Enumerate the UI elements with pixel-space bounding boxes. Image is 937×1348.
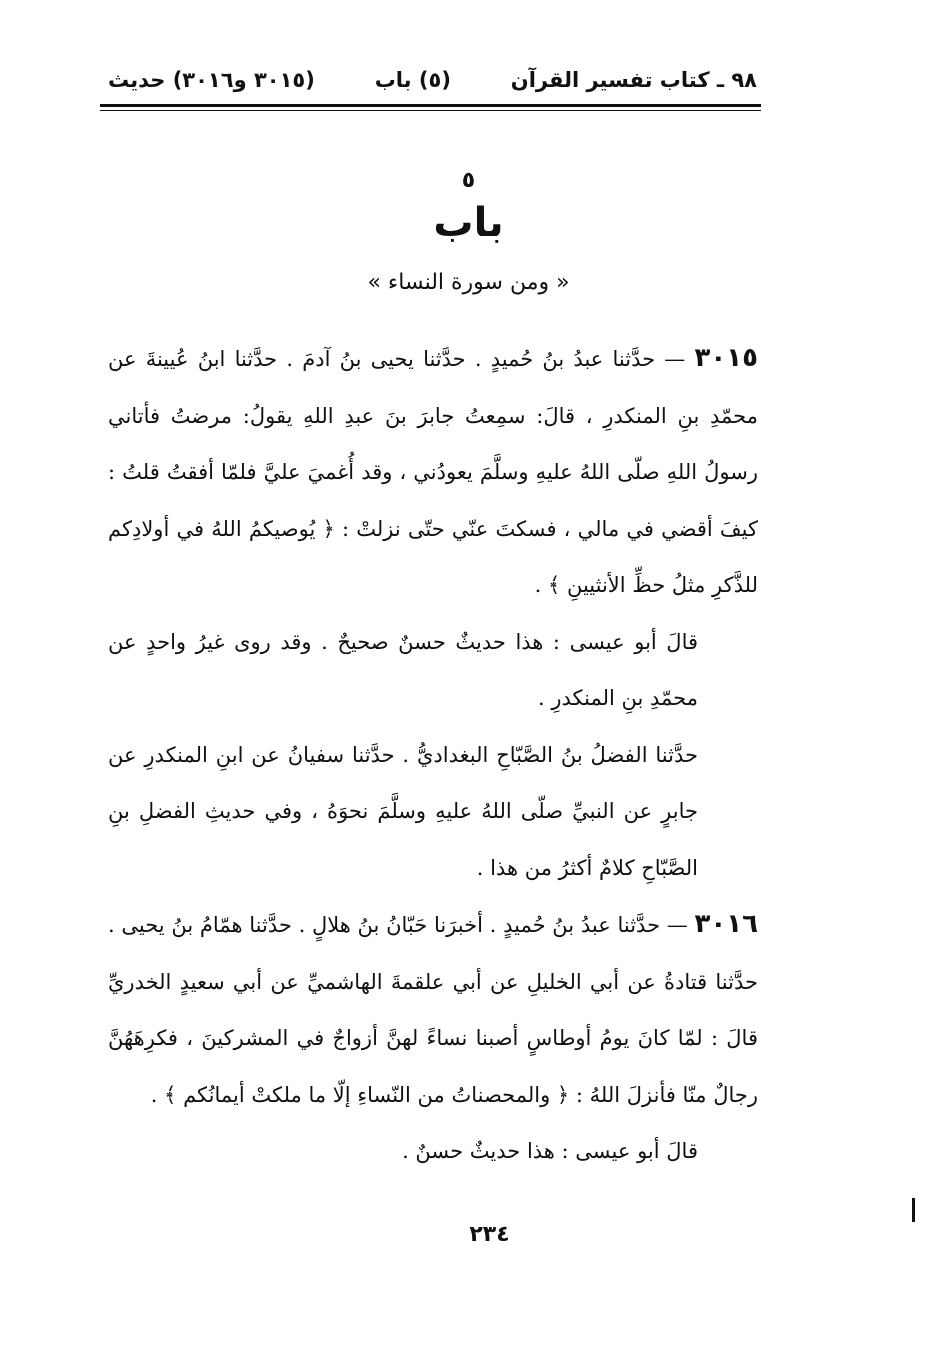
page-number: ٢٣٤ <box>469 1222 510 1247</box>
hadith-chain: حدَّثنا الفضلُ بنُ الصَّبّاحِ البغداديُّ . حدَّثنا سفيانُ عن ابنِ المنكدرِ عن جابرٍ عن النبيِّ صلّى اللهُ عليهِ وسلَّمَ نحوَهُ ، وفي حديثِ الفضلِ بنِ الصَّبّاحِ كلامٌ أكثرُ من هذا . <box>108 742 698 880</box>
running-header <box>108 60 757 100</box>
chapter-number: ٥ <box>461 168 476 193</box>
margin-mark <box>912 1198 915 1222</box>
hadith-paragraph <box>108 330 758 614</box>
chapter-subtitle: « ومن سورة النساء » <box>367 270 570 295</box>
header-chapter: (٥) باب <box>374 68 451 92</box>
document-body <box>108 330 758 1180</box>
hadith-text: — حدَّثنا عبدُ بنُ حُميدٍ . أخبرَنا حَبّانُ بنُ هلالٍ . حدَّثنا همّامُ بنُ يحيى . حدَّثنا قتادةُ عن أبي الخليلِ عن أبي علقمةَ الهاشميِّ عن أبي سعيدٍ الخدريِّ قالَ : لمّا كانَ يومُ أوطاسٍ أصبنا نساءً لهنَّ أزواجٌ في المشركينَ ، فكرِهَهُنَّ رجالٌ منّا فأنزلَ اللهُ : ﴿ والمحصناتُ من النّساءِ إلّا ما ملكتْ أيمانُكم ﴾ . <box>108 913 758 1107</box>
header-book-title: ٩٨ ـ كتاب تفسير القرآن <box>510 68 757 92</box>
hadith-comment: قالَ أبو عيسى : هذا حديثٌ حسنٌ صحيحٌ . وقد روى غيرُ واحدٍ عن محمّدِ بنِ المنكدرِ . <box>108 629 698 710</box>
hadith-number: ٣٠١٦ <box>694 909 758 939</box>
header-rule <box>100 104 761 107</box>
hadith-comment: قالَ أبو عيسى : هذا حديثٌ حسنٌ . <box>402 1139 698 1163</box>
hadith-text: — حدَّثنا عبدُ بنُ حُميدٍ . حدَّثنا يحيى بنُ آدمَ . حدَّثنا ابنُ عُيينةَ عن محمّدِ بنِ المنكدرِ ، قالَ: سمِعتُ جابرَ بنَ عبدِ اللهِ يقولُ: مرضتُ فأتاني رسولُ اللهِ صلّى اللهُ عليهِ وسلَّمَ يعودُني ، وقد أُغميَ عليَّ فلمّا أفقتُ قلتُ : كيفَ أقضي في مالي ، فسكتَ عنّي حتّى نزلتْ : ﴿ يُوصيكمُ اللهُ في أولادِكم للذَّكرِ مثلُ حظِّ الأنثيينِ ﴾ . <box>108 347 758 597</box>
header-rule-thin <box>100 110 761 111</box>
hadith-number: ٣٠١٥ <box>694 343 758 373</box>
hadith-paragraph <box>108 896 758 1123</box>
chapter-title: باب <box>433 200 504 246</box>
header-hadith-range: (٣٠١٥ و٣٠١٦) حديث <box>108 68 315 92</box>
